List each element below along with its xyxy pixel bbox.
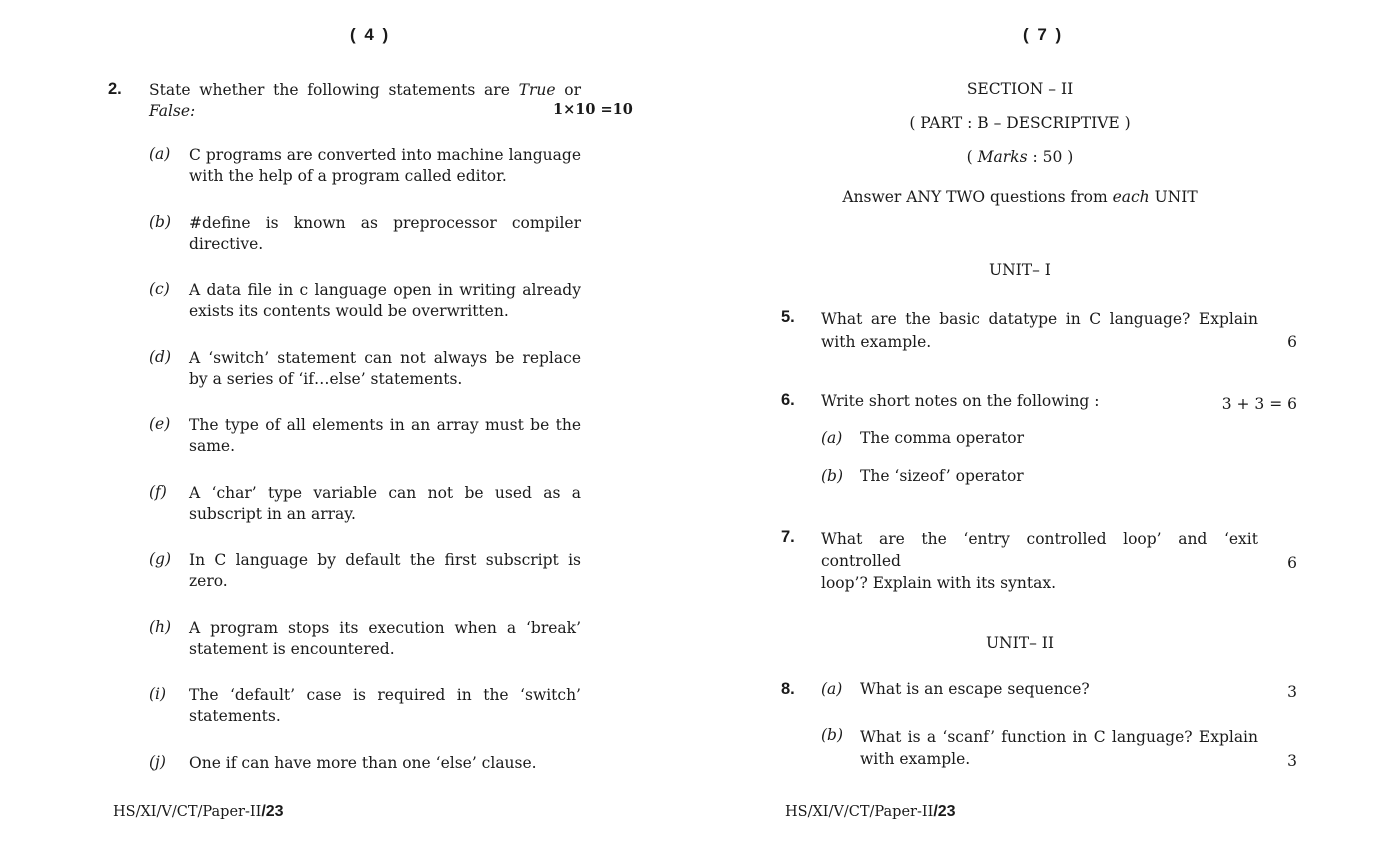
- statement-line-1: A program stops its execution when a ‘break’: [189, 619, 581, 637]
- unit-2-heading: UNIT– II: [985, 634, 1054, 652]
- statement-text: [189, 145, 581, 187]
- statement-label: (b): [149, 213, 172, 231]
- page-number: ( 4 ): [350, 25, 391, 44]
- statement-text: [189, 348, 581, 390]
- statement-line-1: A ‘char’ type variable can not be used as a: [189, 484, 581, 502]
- footer-code: HS/XI/V/CT/Paper-II: [785, 804, 934, 820]
- statement-line-1: #define is known as preprocessor compiler: [189, 214, 581, 232]
- marks-label: Marks: [977, 148, 1028, 166]
- statement-text: [189, 618, 581, 660]
- q5-line-2: with example.: [821, 333, 932, 351]
- statement-label: (g): [149, 550, 172, 568]
- question-text-false: False:: [149, 102, 196, 120]
- marks-heading: [820, 148, 1220, 166]
- instruction-each: each: [1112, 188, 1150, 206]
- q6-a-label: (a): [821, 429, 843, 447]
- statement-line-1: In C language by default the first subscript is: [189, 551, 581, 569]
- statement-line-2: exists its contents would be overwritten.: [189, 302, 509, 320]
- q7-line-1: What are the ‘entry controlled loop’ and ‘exit controlled: [821, 530, 1258, 570]
- statement-line-2: with the help of a program called editor.: [189, 167, 507, 185]
- instruction-a: Answer ANY TWO questions from: [842, 188, 1113, 206]
- statement-label: (c): [149, 280, 170, 298]
- q5-line-1: What are the basic datatype in C language? Explain: [821, 310, 1258, 328]
- q6-a-text: The comma operator: [860, 429, 1025, 447]
- q6-text: Write short notes on the following :: [821, 392, 1100, 410]
- page-number: ( 7 ): [1023, 25, 1064, 44]
- statement-line-2: directive.: [189, 235, 264, 253]
- question-text: [149, 80, 581, 122]
- statement-line-2: by a series of ‘if…else’ statements.: [189, 370, 463, 388]
- question-marks: 1×10 =10: [553, 101, 633, 118]
- q7-marks: 6: [1287, 554, 1297, 572]
- statement-label: (h): [149, 618, 172, 636]
- footer-suffix: /23: [261, 803, 284, 820]
- q8-b-line-1: What is a ‘scanf’ function in C language? Explain: [860, 728, 1258, 746]
- q8-a-label: (a): [821, 680, 843, 698]
- statement-line-1: C programs are converted into machine language: [189, 146, 581, 164]
- marks-value: : 50 ): [1027, 148, 1074, 166]
- q8-number: 8.: [781, 680, 795, 698]
- q5-marks: 6: [1287, 333, 1297, 351]
- q7-text: [821, 528, 1258, 594]
- q6-b-label: (b): [821, 467, 844, 485]
- q8-b-label: (b): [821, 726, 844, 744]
- question-number: 2.: [108, 80, 122, 98]
- statement-text: [189, 753, 581, 774]
- statement-text: [189, 213, 581, 255]
- statement-line-2: statement is encountered.: [189, 640, 395, 658]
- statement-line-1: A ‘switch’ statement can not always be replace: [189, 349, 581, 367]
- q8-b-marks: 3: [1287, 752, 1297, 770]
- statement-label: (j): [149, 753, 166, 771]
- q8-b-text: [860, 726, 1258, 770]
- q5-text: [821, 308, 1258, 354]
- statement-line-2: subscript in an array.: [189, 505, 356, 523]
- q7-number: 7.: [781, 528, 795, 546]
- right-page: [700, 0, 1400, 850]
- statement-label: (d): [149, 348, 172, 366]
- unit-1-heading: UNIT– I: [989, 261, 1051, 279]
- statement-text: [189, 550, 581, 592]
- q5-number: 5.: [781, 308, 795, 326]
- marks-open: (: [966, 148, 978, 166]
- q8-a-text: What is an escape sequence?: [860, 680, 1090, 698]
- q6-b-text: The ‘sizeof’ operator: [860, 467, 1024, 485]
- instruction-b: UNIT: [1149, 188, 1198, 206]
- statement-line-1: The type of all elements in an array must be the: [189, 416, 581, 434]
- q8-b-line-2: with example.: [860, 750, 971, 768]
- statement-line-1: The ‘default’ case is required in the ‘switch’: [189, 686, 581, 704]
- question-line-1: [149, 80, 581, 101]
- question-text-a: State whether the following statements are: [149, 81, 519, 99]
- section-heading: SECTION – II: [966, 80, 1074, 98]
- footer: [113, 803, 284, 821]
- statement-label: (i): [149, 685, 167, 703]
- footer-code: HS/XI/V/CT/Paper-II: [113, 804, 262, 820]
- q8-a-marks: 3: [1287, 683, 1297, 701]
- statement-text: [189, 685, 581, 727]
- q6-number: 6.: [781, 391, 795, 409]
- statement-label: (a): [149, 145, 171, 163]
- q7-line-2: loop’? Explain with its syntax.: [821, 574, 1057, 592]
- statement-text: [189, 280, 581, 322]
- footer: [785, 803, 956, 821]
- question-text-true: True: [518, 81, 556, 99]
- footer-suffix: /23: [933, 803, 956, 820]
- instruction: [780, 188, 1260, 206]
- statement-label: (e): [149, 415, 171, 433]
- statement-line-2: statements.: [189, 707, 281, 725]
- statement-line-1: A data file in c language open in writing already: [189, 281, 581, 299]
- statement-label: (f): [149, 483, 167, 501]
- statement-line-2: zero.: [189, 572, 228, 590]
- statement-line-1: One if can have more than one ‘else’ clause.: [189, 754, 537, 772]
- statement-line-2: same.: [189, 437, 235, 455]
- q6-marks: 3 + 3 = 6: [1221, 395, 1297, 413]
- statement-text: [189, 483, 581, 525]
- question-text-b: or: [555, 81, 581, 99]
- statement-text: [189, 415, 581, 457]
- part-heading: ( PART : B – DESCRIPTIVE ): [909, 114, 1131, 132]
